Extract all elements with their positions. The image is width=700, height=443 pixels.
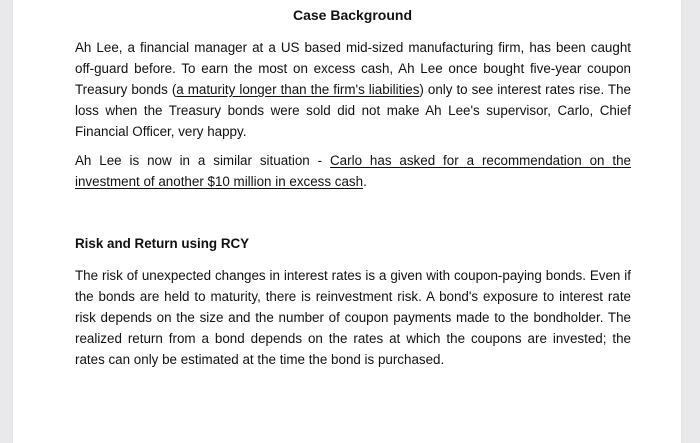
paragraph-1-text-end: ) only to see interest rates rise. The loss when the Treasury bonds were sold did not make Ah Lee's supervisor, Carlo, Chief Financial Officer, very happy.: [75, 82, 632, 139]
paragraph-2-text-end: .: [363, 174, 367, 189]
paragraph-1-text-start: Ah Lee, a financial manager at a US based mid-sized manufacturing firm, has been caught off-guard before. To earn the most on excess cash, Ah Lee once bought five-year coupon Treasury bonds (: [75, 40, 631, 97]
paragraph-1-underlined-text: a maturity longer than the firm's liabilities: [176, 82, 420, 97]
paragraph-2-text-start: Ah Lee is now in a similar situation -: [75, 153, 331, 168]
risk-return-paragraph: The risk of unexpected changes in interest rates is a given with coupon-paying bonds. Even if the bonds are held to maturity, there is reinvestment risk. A bond's exposure to interest rate risk depends on the size and the number of coupon payments made to the bondholder. The realized return from a bond depends on the rates at which the coupons are invested; the rates can only be estimated at the time the bond is purchased.: [75, 268, 631, 367]
document-title: Case Background: [292, 7, 413, 23]
case-background-paragraph-2: [75, 150, 631, 192]
paragraph-2-underlined-text: Carlo has asked for a recommendation on the investment of another $10 million in excess cash: [75, 153, 632, 189]
section-heading-risk-return: Risk and Return using RCY: [75, 236, 250, 251]
case-background-paragraph-1: [75, 37, 631, 142]
document-page: [13, 0, 681, 443]
